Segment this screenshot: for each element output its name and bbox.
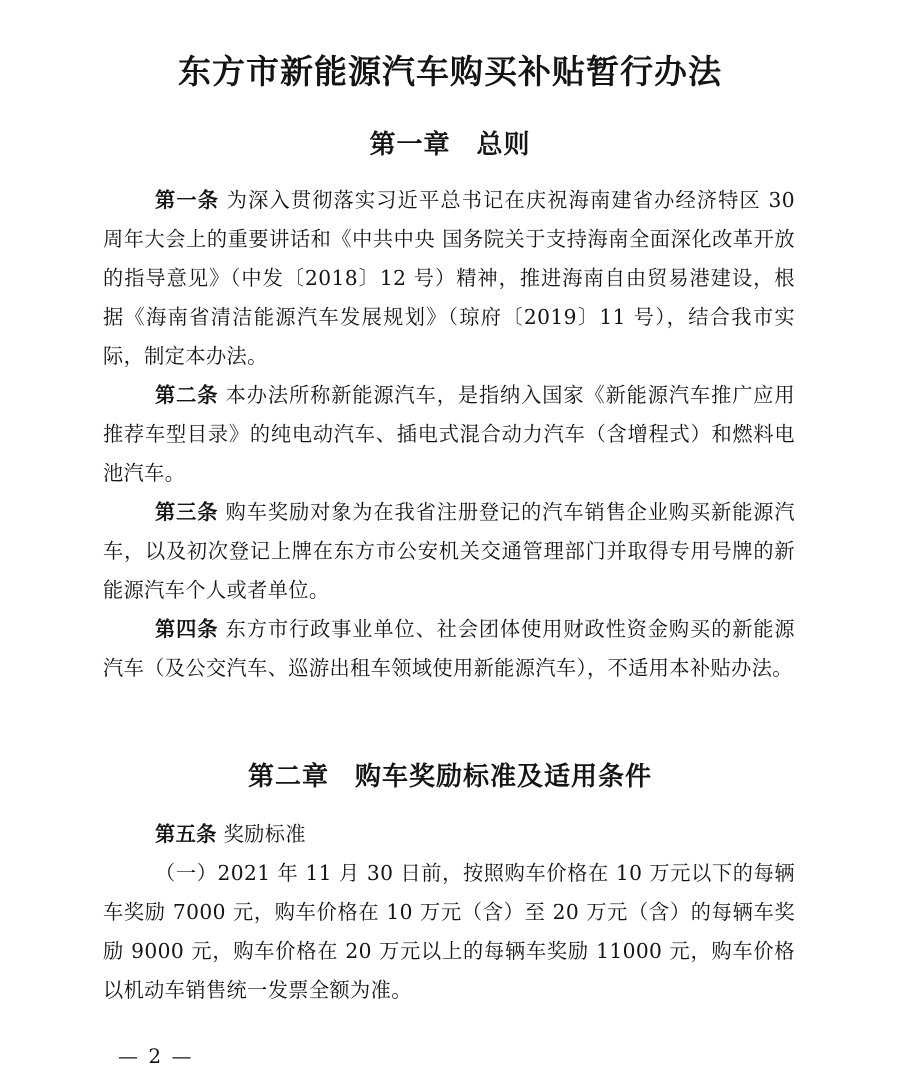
article-5-text: 奖励标准 (223, 822, 306, 846)
article-4-text: 东方市行政事业单位、社会团体使用财政性资金购买的新能源汽车（及公交汽车、巡游出租车领域使用新能源汽车），不适用本补贴办法。 (103, 617, 795, 680)
article-2-text: 本办法所称新能源汽车，是指纳入国家《新能源汽车推广应用推荐车型目录》的纯电动汽车、插电式混合动力汽车（含增程式）和燃料电池汽车。 (103, 383, 795, 485)
chapter-2-number: 第二章 (247, 762, 329, 792)
article-3-text: 购车奖励对象为在我省注册登记的汽车销售企业购买新能源汽车，以及初次登记上牌在东方市公安机关交通管理部门并取得专用号牌的新能源汽车个人或者单位。 (103, 500, 795, 602)
page-number: — 2 — (118, 1044, 194, 1068)
article-1-text: 为深入贯彻落实习近平总书记在庆祝海南建省办经济特区 30 周年大会上的重要讲话和《中共中央 国务院关于支持海南全面深化改革开放的指导意见》（中发〔2018〕12 号）精神，推进海南自由贸易港建设，根据《海南省清洁能源汽车发展规划》（琼府〔2019〕11 号），结合我市实际，制定本办法。 (103, 188, 795, 368)
article-2 (103, 376, 795, 493)
article-2-label: 第二条 (155, 383, 219, 407)
article-1 (103, 181, 795, 376)
document-title: 东方市新能源汽车购买补贴暂行办法 (178, 52, 722, 91)
clause-1 (103, 854, 795, 1010)
article-1-label: 第一条 (155, 188, 220, 212)
chapter-1-number: 第一章 (369, 130, 451, 160)
clause-1-text: （一）2021 年 11 月 30 日前，按照购车价格在 10 万元以下的每辆车奖励 7000 元，购车价格在 10 万元（含）至 20 万元（含）的每辆车奖励 9000 元，购车价格在 20 万元以上的每辆车奖励 11000 元，购车价格以机动车销售统一发票全额为准。 (103, 861, 795, 1002)
chapter-1-heading (0, 124, 900, 161)
article-3-label: 第三条 (155, 500, 219, 524)
article-3 (103, 493, 795, 610)
article-5 (103, 815, 795, 854)
chapter-2-heading (0, 756, 900, 793)
article-5-label: 第五条 (155, 822, 217, 846)
chapter-2-name: 购车奖励标准及适用条件 (355, 762, 653, 792)
chapter-1-name: 总则 (476, 130, 531, 160)
article-4-label: 第四条 (155, 617, 219, 641)
article-4 (103, 610, 795, 688)
